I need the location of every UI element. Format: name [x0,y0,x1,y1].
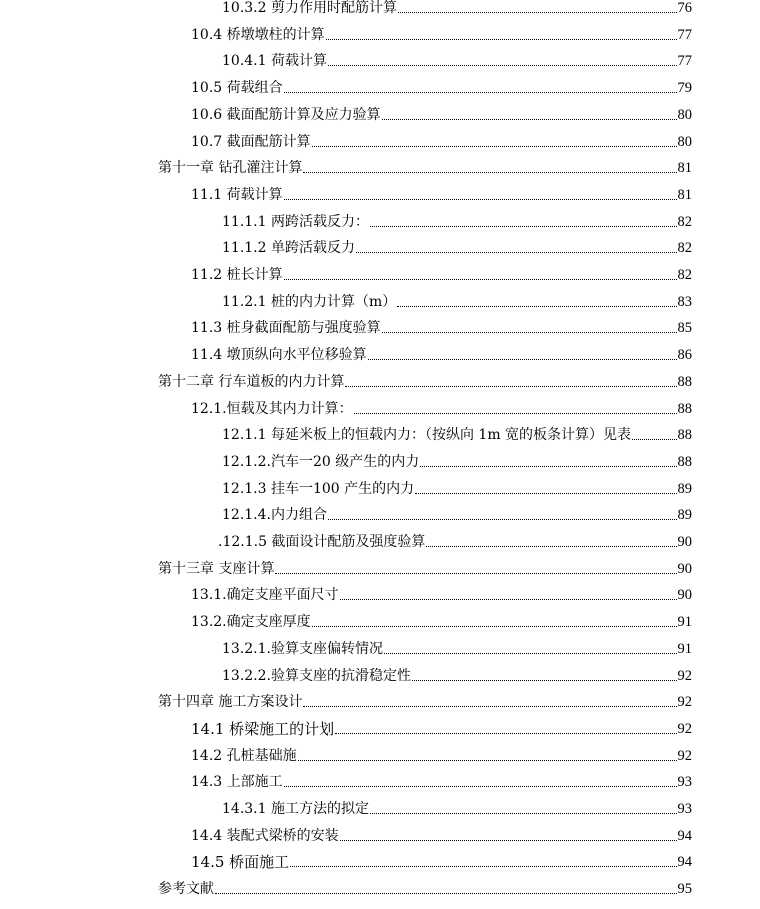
toc-leader-dots [354,413,677,414]
toc-entry-page-number: 94 [677,827,692,844]
toc-entry[interactable] [222,422,692,444]
toc-entry[interactable] [191,75,692,97]
toc-entry-page-number: 81 [677,186,692,203]
toc-entry-page-number: 86 [677,347,692,364]
toc-entry[interactable] [191,342,692,364]
toc-entry-page-number: 88 [677,453,692,470]
toc-entry-page-number: 85 [677,320,692,337]
toc-entry-title: 第十四章 施工方案设计 [158,694,303,711]
toc-entry-page-number: 82 [677,213,692,230]
toc-entry[interactable] [218,529,692,551]
toc-entry-page-number: 90 [677,560,692,577]
toc-entry-title: 11.4 墩顶纵向水平位移验算 [191,347,367,364]
toc-entry[interactable] [222,289,692,311]
toc-entry-page-number: 77 [677,53,692,70]
toc-entry-page-number: 92 [677,720,692,737]
toc-leader-dots [426,546,676,547]
toc-entry-title: 11.1 荷载计算 [191,186,283,203]
toc-entry-title: 14.3 上部施工 [191,774,283,791]
toc-entry-page-number: 77 [677,26,692,43]
toc-leader-dots [312,146,677,147]
toc-entry-title: 11.1.2 单跨活载反力 [222,240,355,257]
toc-leader-dots [328,519,677,520]
toc-entry[interactable] [158,556,692,578]
toc-leader-dots [340,840,677,841]
toc-entry[interactable] [191,582,692,604]
toc-entry-title: 10.4 桥墩墩柱的计算 [191,26,325,43]
toc-entry-title: 10.5 荷载组合 [191,80,283,97]
toc-entry-page-number: 88 [677,427,692,444]
toc-entry[interactable] [191,743,692,765]
toc-leader-dots [415,493,676,494]
toc-entry[interactable] [158,369,692,391]
toc-entry[interactable] [158,155,692,177]
toc-leader-dots [275,573,676,574]
toc-entry[interactable] [191,609,692,631]
toc-leader-dots [370,226,677,227]
toc-entry-title: 第十三章 支座计算 [158,560,275,577]
toc-leader-dots [284,786,677,787]
toc-entry[interactable] [191,396,692,418]
toc-entry-page-number: 90 [677,587,692,604]
toc-entry-title: 14.3.1 施工方法的拟定 [222,801,369,817]
toc-entry-page-number: 91 [677,640,692,657]
toc-leader-dots [335,733,676,734]
toc-entry-title: 第十一章 钻孔灌注计算 [158,160,303,177]
toc-leader-dots [412,680,677,681]
toc-entry-title: 12.1.恒载及其内力计算： [191,400,353,417]
toc-entry[interactable] [222,449,692,471]
toc-entry-title: 11.3 桩身截面配筋与强度验算 [191,320,381,337]
toc-entry-title: 13.2.1.验算支座偏转情况 [222,640,383,657]
toc-entry-page-number: 92 [677,667,692,684]
toc-leader-dots [420,466,676,467]
toc-entry-page-number: 82 [677,267,692,283]
toc-leader-dots [303,706,676,707]
toc-entry-page-number: 90 [677,534,692,550]
toc-entry-title: 11.1.1 两跨活载反力： [222,213,369,230]
toc-leader-dots [328,65,677,66]
toc-entry-page-number: 80 [677,133,692,150]
toc-entry[interactable] [222,796,692,818]
toc-leader-dots [290,866,676,867]
toc-leader-dots [382,119,677,120]
toc-entry-page-number: 89 [677,480,692,497]
toc-leader-dots [397,306,676,307]
toc-leader-dots [382,332,677,333]
toc-entry[interactable] [191,769,692,791]
toc-entry[interactable] [222,502,692,524]
toc-entry-title: 13.2.确定支座厚度 [191,614,311,631]
toc-entry-page-number: 76 [677,0,692,16]
toc-entry-page-number: 81 [677,160,692,177]
toc-entry-page-number: 93 [677,801,692,817]
toc-entry-page-number: 95 [677,881,692,898]
toc-entry-title: 11.2 桩长计算 [191,267,283,283]
toc-entry-title: 参考文献 [158,881,214,898]
toc-entry-title: 13.1.确定支座平面尺寸 [191,587,339,604]
toc-leader-dots [345,386,676,387]
toc-leader-dots [312,626,677,627]
toc-leader-dots [384,653,677,654]
toc-entry[interactable] [222,235,692,257]
toc-leader-dots [284,199,677,200]
toc-entry-title: 10.6 截面配筋计算及应力验算 [191,106,381,123]
toc-entry[interactable] [191,22,692,44]
toc-entry-title: .12.1.5 截面设计配筋及强度验算 [218,534,426,550]
toc-entry[interactable] [191,849,692,871]
toc-entry-title: 第十二章 行车道板的内力计算 [158,373,345,390]
toc-entry[interactable] [191,823,692,845]
toc-entry[interactable] [158,876,692,898]
toc-entry-page-number: 94 [677,854,692,871]
toc-leader-dots [356,252,677,253]
toc-entry[interactable] [191,716,692,738]
toc-entry-title: 12.1.3 挂车一100 产生的内力 [222,480,415,497]
toc-entry-title: 12.1.4.内力组合 [222,507,327,524]
toc-entry[interactable] [222,476,692,498]
toc-entry-page-number: 79 [677,80,692,97]
toc-leader-dots [368,359,677,360]
toc-entry-title: 10.3.2 剪力作用时配筋计算 [222,0,397,16]
toc-entry-page-number: 89 [677,507,692,524]
toc-entry[interactable] [191,129,692,151]
toc-entry-page-number: 92 [677,747,692,764]
toc-entry[interactable] [222,663,692,685]
toc-entry[interactable] [191,262,692,284]
toc-entry-title: 14.5 桥面施工 [191,853,290,872]
toc-entry-page-number: 93 [677,774,692,791]
toc-entry[interactable] [222,209,692,231]
toc-leader-dots [632,439,676,440]
toc-leader-dots [284,92,677,93]
toc-leader-dots [340,599,677,600]
toc-leader-dots [370,813,677,814]
toc-leader-dots [215,893,677,894]
toc-entry[interactable] [222,636,692,658]
toc-leader-dots [326,39,677,40]
toc-entry[interactable] [222,0,692,17]
toc-entry-title: 12.1.2.汽车一20 级产生的内力 [222,453,420,470]
toc-entry-page-number: 80 [677,106,692,123]
toc-entry-title: 11.2.1 桩的内力计算（m） [222,293,397,310]
toc-entry-page-number: 82 [677,240,692,257]
toc-entry[interactable] [158,689,692,711]
toc-entry-page-number: 88 [677,400,692,417]
toc-leader-dots [303,172,676,173]
toc-entry-title: 12.1.1 每延米板上的恒载内力：（按纵向 1m 宽的板条计算）见表 [222,427,632,444]
toc-entry-title: 10.4.1 荷载计算 [222,53,327,70]
toc-entry[interactable] [191,182,692,204]
toc-entry[interactable] [191,315,692,337]
toc-entry-page-number: 83 [677,293,692,310]
toc-entry-title: 14.2 孔桩基础施 [191,747,297,764]
toc-leader-dots [284,279,677,280]
toc-leader-dots [298,760,677,761]
toc-leader-dots [398,12,677,13]
toc-entry-page-number: 91 [677,614,692,631]
toc-entry[interactable] [191,102,692,124]
toc-entry-title: 10.7 截面配筋计算 [191,133,311,150]
toc-entry-title: 14.4 装配式梁桥的安装 [191,827,339,844]
toc-entry-title: 14.1 桥梁施工的计划 [191,719,335,738]
toc-entry-page-number: 92 [677,694,692,711]
toc-entry-page-number: 88 [677,373,692,390]
toc-entry[interactable] [222,48,692,70]
toc-entry-title: 13.2.2.验算支座的抗滑稳定性 [222,667,411,684]
